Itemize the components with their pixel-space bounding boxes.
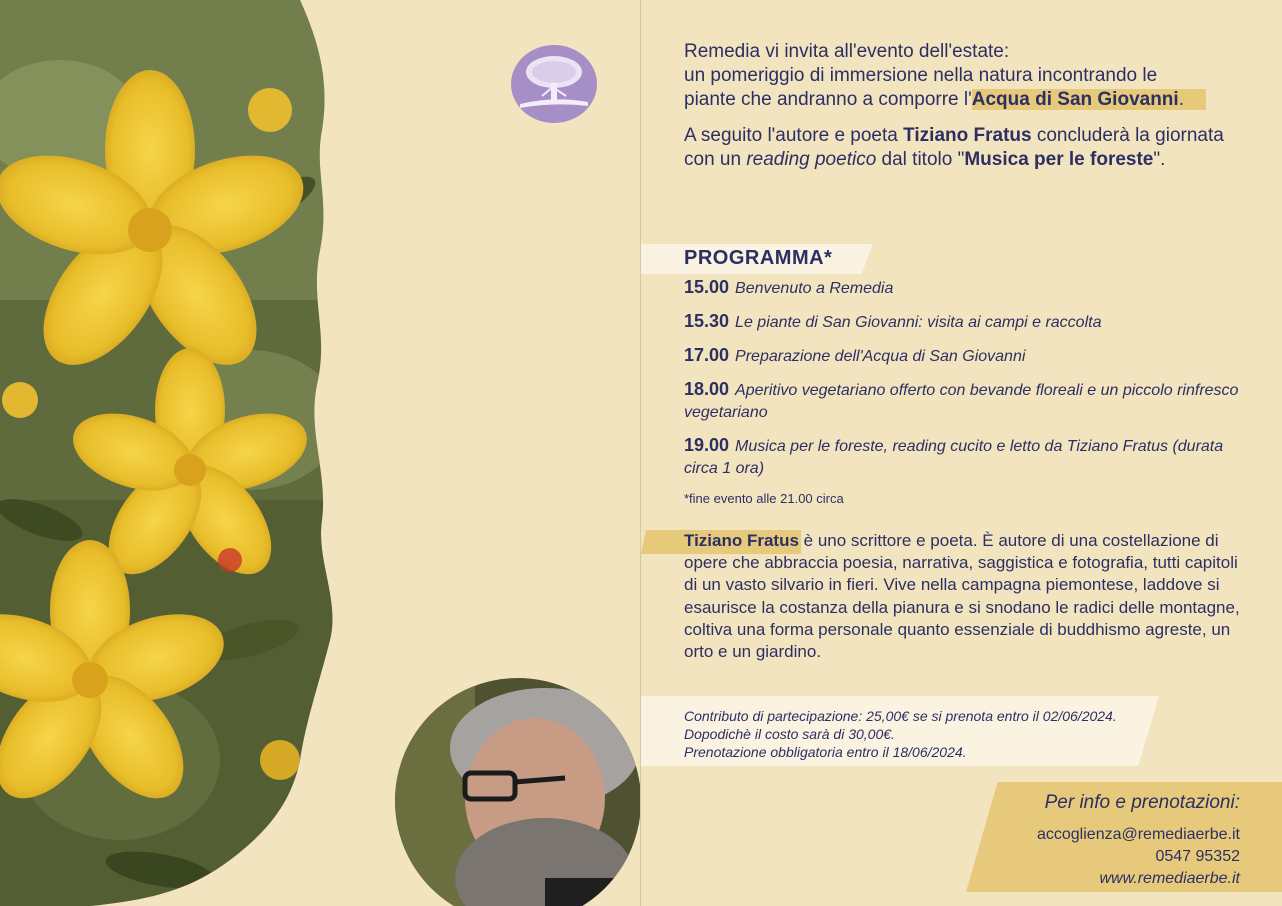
intro-period: .: [1178, 89, 1184, 110]
p2-part-d: ".: [1153, 149, 1166, 170]
contact-info: [1037, 790, 1240, 890]
schedule-desc: Benvenuto a Remedia: [735, 280, 894, 297]
intro-line-3: piante che andranno a comporre l': [684, 89, 972, 110]
contact-website-link[interactable]: www.remediaerbe.it: [1099, 870, 1240, 887]
schedule-time: 18.00: [684, 379, 730, 399]
programma-heading: [641, 244, 873, 274]
schedule-item: [684, 276, 1244, 300]
intro-paragraph-2: [684, 124, 1244, 172]
schedule-time: 15.00: [684, 277, 730, 297]
p2-reading-title: Musica per le foreste: [964, 149, 1154, 170]
contact-email-link[interactable]: accoglienza@remediaerbe.it: [1036, 826, 1240, 843]
price-line-2: Dopodichè il costo sarà di 30,00€.: [684, 726, 895, 742]
schedule-desc: Le piante di San Giovanni: visita ai campi e raccolta: [735, 314, 1102, 331]
intro-paragraph-1: [684, 40, 1244, 112]
schedule-desc: Preparazione dell'Acqua di San Giovanni: [735, 348, 1026, 365]
bio-text: è uno scrittore e poeta. È autore di una costellazione di opere che abbraccia poesia, narrativa, saggistica e fotografia, tutti capitoli di un vasto silvario in fieri. Vive nella campagna piemontese, laddove si esaurisce la costanza della pianura e si snodano le radici delle montagne, coltiva una forma personale quanto essenziale di buddhismo agreste, un orto e un giardino.: [684, 531, 1240, 662]
acqua-highlight: [972, 89, 1206, 110]
right-panel: [641, 0, 1282, 906]
author-portrait-photo: [395, 678, 641, 906]
p2-part-b: concluderà la giornata con un: [684, 125, 1224, 170]
price-line-3: Prenotazione obbligatoria entro il 18/06/2024.: [684, 744, 967, 760]
p2-reading-poetico: reading poetico: [746, 149, 877, 170]
schedule-item: [684, 344, 1244, 368]
contact-title: Per info e prenotazioni:: [1044, 792, 1240, 813]
bio-author-name: Tiziano Fratus: [684, 531, 799, 550]
p2-author-name: Tiziano Fratus: [903, 125, 1032, 146]
schedule-time: 15.30: [684, 311, 730, 331]
tree-logo-icon: [510, 44, 598, 124]
author-bio: [684, 530, 1244, 663]
intro-line-2: un pomeriggio di immersione nella natura incontrando le: [684, 65, 1158, 86]
schedule-desc: Musica per le foreste, reading cucito e letto da Tiziano Fratus (durata circa 1 ora): [684, 438, 1224, 477]
schedule-item: [684, 378, 1244, 424]
schedule-time: 19.00: [684, 435, 730, 455]
intro-text: [684, 40, 1244, 184]
schedule-footnote: *fine evento alle 21.00 circa: [684, 491, 844, 506]
price-info: [684, 707, 1164, 761]
schedule-item: [684, 434, 1244, 480]
intro-line-1: Remedia vi invita all'evento dell'estate:: [684, 41, 1010, 62]
price-line-1: Contributo di partecipazione: 25,00€ se si prenota entro il 02/06/2024.: [684, 708, 1117, 724]
p2-part-a: A seguito l'autore e poeta: [684, 125, 904, 146]
schedule-desc: Aperitivo vegetariano offerto con bevande floreali e un piccolo rinfresco vegetariano: [684, 382, 1239, 421]
acqua-di-san-giovanni: Acqua di San Giovanni: [971, 89, 1179, 110]
yellow-flowers-photo: [0, 0, 345, 906]
schedule-time: 17.00: [684, 345, 730, 365]
schedule-item: [684, 310, 1244, 334]
contact-phone[interactable]: 0547 95352: [1155, 848, 1240, 865]
schedule-list: [684, 276, 1244, 520]
p2-part-c: dal titolo ": [876, 149, 965, 170]
programma-heading-label: PROGRAMMA*: [684, 247, 833, 269]
